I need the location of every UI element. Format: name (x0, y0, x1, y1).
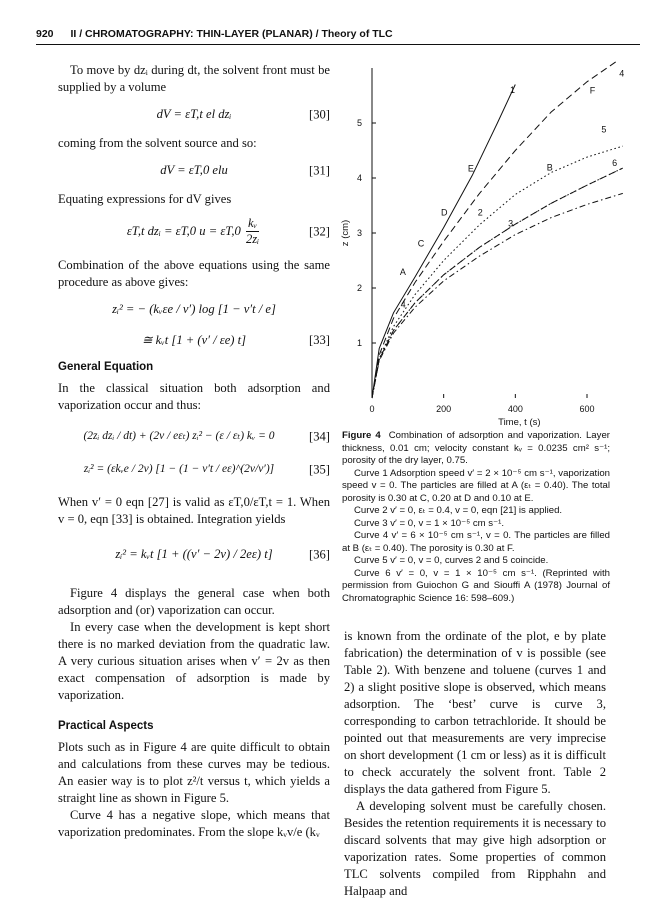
equation-36 (58, 546, 330, 563)
equation-number: [30] (309, 107, 330, 121)
equation-32 (58, 216, 330, 247)
caption-curve-3: Curve 3 v′ = 0, v = 1 × 10⁻⁵ cm s⁻¹. (354, 517, 505, 529)
series-curve-3 (372, 193, 623, 398)
point-label: B (546, 162, 553, 173)
figure-4-chart (338, 60, 638, 430)
equation-text: (2zᵢ dzᵢ / dt) + (2v / eεₜ) zᵢ² − (ε / εₜ) kᵥ = 0 (83, 430, 275, 442)
numerator: kᵥ (246, 216, 259, 232)
fraction (246, 216, 259, 247)
section-heading: Practical Aspects (58, 720, 154, 732)
equation-number: [32] (309, 224, 330, 238)
equation-34 (58, 428, 330, 445)
right-column (344, 628, 606, 900)
caption-intro (342, 430, 610, 468)
equation-text: zᵢ² = (εkᵥe / 2v) [1 − (1 − v′t / eε)^(2v/v′)] (83, 463, 275, 475)
page-number: 920 (36, 28, 54, 40)
caption-curve-5: Curve 5 v′ = 0, v = 0, curves 2 and 5 coincide. (354, 555, 549, 566)
paragraph: In the classical situation both adsorption and vaporization occur and thus: (58, 381, 330, 412)
left-column (58, 62, 330, 841)
x-axis-label: Time, t (s) (498, 417, 541, 428)
y-tick-label: 2 (356, 283, 362, 293)
caption-curve-6: Curve 6 v′ = 0, v = 1 × 10⁻⁵ cm s⁻¹. (Reprinted with permission from Guiochon G and Siouffi A (1978) Journal of Chromatographic Science 16: 598–609.) (342, 567, 610, 604)
paragraph: In every case when the development is kept short there is no marked deviation from the quadratic law. A very curious situation arises when v′ = 2v as then exact compensation of adsorption is made by vaporization. (58, 620, 330, 702)
equation-text: zᵢ² = kᵥt [1 + ((v′ − 2v) / 2eε) t] (115, 547, 273, 561)
x-tick-label: 0 (369, 404, 375, 414)
curve-label: 3 (508, 218, 514, 229)
caption-curve-4: Curve 4 v′ = 6 × 10⁻⁵ cm s⁻¹, v = 0. The particles are filled at B (εₜ = 0.40). The porosity is 0.30 at F. (342, 530, 610, 554)
equation-text: ≅ kᵥt [1 + (v′ / εe) t] (141, 333, 247, 347)
paragraph: Equating expressions for dV gives (58, 192, 232, 206)
point-label: D (441, 207, 448, 218)
x-tick-label: 200 (436, 404, 452, 414)
series-curve-1 (372, 85, 515, 399)
y-tick-label: 3 (356, 228, 362, 238)
paragraph: Combination of the above equations using the same procedure as above gives: (58, 258, 330, 289)
running-header (36, 28, 393, 40)
x-tick-label: 400 (507, 404, 523, 414)
point-label: F (589, 85, 596, 96)
header-rule (36, 44, 640, 45)
curve-label: 4 (400, 299, 406, 310)
point-label: A (399, 267, 406, 277)
y-tick-label: 1 (356, 338, 362, 348)
series-curve-5 (372, 168, 623, 398)
equation-text: dV = εT,t el dzᵢ (156, 107, 232, 121)
curve-label: 6 (612, 157, 618, 168)
paragraph: coming from the solvent source and so: (58, 136, 257, 150)
paragraph: To move by dzᵢ during dt, the solvent front must be supplied by a volume (58, 63, 330, 94)
caption-lead: Figure 4 (342, 430, 381, 441)
point-label: C (417, 238, 425, 249)
equation-number: [31] (309, 163, 330, 177)
caption-curve-1: Curve 1 Adsorption speed v′ = 2 × 10⁻⁵ cm s⁻¹, vaporization speed v = 0. The particles are filled at A (εₜ = 0.40). The total porosity is 0.30 at C, 0.20 at D and 0.10 at E. (342, 467, 610, 504)
curve-label: 5 (601, 124, 607, 135)
section-heading: General Equation (58, 361, 154, 373)
x-tick-label: 600 (579, 404, 595, 414)
y-axis-label: z (cm) (340, 219, 351, 247)
curve-label: 1 (509, 84, 515, 95)
equation-30 (58, 106, 330, 123)
paragraph: Plots such as in Figure 4 are quite difficult to obtain and calculations from these curves may be tedious. An easier way is to plot z²/t versus t, which yields a straight line as shown in Figure 5. (58, 740, 330, 805)
equation-text: εT,t dzᵢ = εT,0 u = εT,0 (126, 224, 241, 238)
series-curve-2 (372, 168, 623, 398)
running-title: II / CHROMATOGRAPHY: THIN-LAYER (PLANAR) / Theory of TLC (70, 28, 393, 40)
denominator: 2zᵢ (245, 232, 260, 246)
equation-text: dV = εT,0 elu (160, 163, 228, 177)
paragraph: Curve 4 has a negative slope, which means that vaporization predominates. From the slope kᵥv/e (kᵥ (58, 808, 330, 839)
point-label: E (467, 163, 474, 174)
curve-label: 4 (619, 68, 625, 79)
y-tick-label: 4 (356, 173, 362, 183)
paragraph: When v′ = 0 eqn [27] is valid as εT,0/εT,t = 1. When v = 0, eqn [33] is obtained. Integration yields (58, 495, 330, 526)
equation-33 (58, 301, 330, 349)
equation-text: zᵢ² = − (kᵥεe / v′) log [1 − v′t / e] (112, 302, 276, 316)
equation-35 (58, 461, 330, 478)
series-curve-4 (372, 60, 623, 398)
equation-31 (58, 162, 330, 179)
y-tick-label: 5 (356, 118, 362, 128)
equation-number: [33] (309, 333, 330, 347)
paragraph: is known from the ordinate of the plot, e by plate fabrication) the determination of v is possible (see Table 2). With benzene and toluene (curves 1 and 2) a slight positive slope is observed, which means adsorption. The ‘best’ curve is curve 3, corresponding to carbon tetrachloride. It should be pointed out that measurements are very imprecise on short development (1 cm or less) as it is difficult to check accurately the solvent front. Table 2 displays the data gathered from Figure 5. (344, 629, 606, 796)
paragraph: A developing solvent must be carefully chosen. Besides the retention requirements it is necessary to discard solvents that may give high adsorption or vaporization rates. Some properties of common TLC solvents compiled from Ripphahn and Halpaap and (344, 799, 606, 898)
curve-label: 2 (477, 207, 483, 218)
caption-curve-2: Curve 2 v′ = 0, εₜ = 0.4, v = 0, eqn [21] is applied. (354, 505, 563, 516)
caption-text: Combination of adsorption and vaporization. Layer thickness, 0.01 cm; velocity constant kᵥ = 0.0235 cm² s⁻¹; porosity of the dry layer, 0.75. (342, 430, 610, 466)
series-curve-6 (372, 146, 623, 398)
figure-4-caption (342, 430, 610, 605)
equation-number: [34] (309, 429, 330, 443)
equation-number: [36] (309, 547, 330, 561)
equation-number: [35] (309, 462, 330, 476)
paragraph: Figure 4 displays the general case when both adsorption and (or) vaporization can occur. (58, 586, 330, 617)
